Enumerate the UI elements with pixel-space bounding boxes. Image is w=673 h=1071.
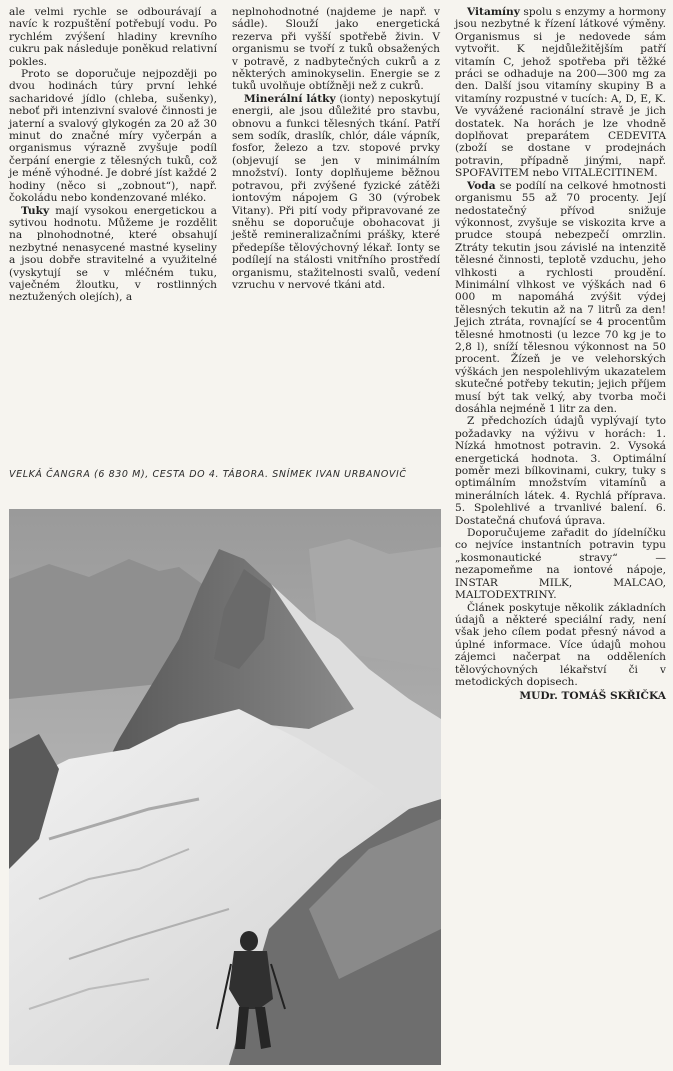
paragraph: Článek poskytuje několik základních údajů a některé speciální rady, není však jeho cílem podat přesný návod a úplné informace. Více údajů mohou zájemci načerpat na odděleních tělovýchovných lékařství či v metodických dopisech.: [455, 601, 666, 688]
term-minerals: Minerální látky: [244, 92, 336, 105]
paragraph-text: (ionty) neposkytují energii, ale jsou důležité pro stavbu, obnovu a funkci tělesných tkání. Patří sem sodík, draslík, chlór, dále vápník, fosfor, železo a tzv. stopové prvky (objevují se jen v minimálním množství). Ionty doplňujeme běžnou potravou, při zvýšené fyzické zátěži iontovým nápojem G 30 (výrobek Vitany). Při pití vody připravované ze sněhu se doporučuje obohacovat ji ještě remineralizačními prášky, které předepíše tělovýchovný lékař. Ionty se podílejí na stálosti vnitřního prostředí organismu, stažitelnosti svalů, vedení vzruchu v nervové tkáni atd.: [232, 92, 440, 291]
paragraph-text: se podílí na celkové hmotnosti organismu 55 až 70 procenty. Její nedostatečný přívod snižuje výkonnost, zvyšuje se viskozita krve a prudce stoupá nebezpečí omrzlin. Ztráty tekutin jsou závislé na intenzitě tělesné činnosti, teplotě vzduchu, jeho vlhkosti a rychlosti proudění. Minimální vlhkost ve výškách nad 6 000 m napomáhá zvýšit výdej tělesných tekutin až na 7 litrů za den! Jejich ztráta, rovnající se 4 procentům tělesné hmotnosti (u lezce 70 kg je to 2,8 l), sníží tělesnou výkonnost na 50 procent. Žízeň je ve velehorských výškách jen nespolehlivým ukazatelem skutečné potřeby tekutin; jejich příjem musí být tak velký, aby tvorba moči dosáhla nejméně 1 litr za den.: [455, 179, 666, 415]
term-fats: Tuky: [21, 204, 50, 217]
paragraph: Proto se doporučuje nejpozději po dvou hodinách túry první lehké sacharidové jídlo (chleba, sušenky), neboť při intenzivní svalové činnosti je jaterní a svalový glykogén za 20 až 30 minut do značné míry vyčerpán a organismus výrazně zvyšuje podíl čerpání energie z tělesných tuků, což je méně výhodné. Je dobré jíst každé 2 hodiny (něco si „zobnout“), např. čokoládu nebo kondenzované mléko.: [9, 68, 217, 205]
author-signature: MUDr. TOMÁŠ SKŘIČKA: [519, 690, 666, 703]
paragraph: [232, 93, 440, 292]
mountain-photo: [9, 509, 441, 1065]
column-3: [455, 6, 666, 703]
paragraph: Doporučujeme zařadit do jídelníčku co nejvíce instantních potravin typu „kosmonautické stravy“ — nezapomeňme na iontové nápoje, INSTAR MILK, MALCAO, MALTODEXTRINY.: [455, 527, 666, 602]
paragraph: ale velmi rychle se odbourávají a navíc k rozpuštění potřebují vodu. Po rychlém zvýšení hladiny krevního cukru pak následuje poněkud relativní pokles.: [9, 6, 217, 68]
photo-caption: VELKÁ ČANGRA (6 830 M), CESTA DO 4. TÁBORA. SNÍMEK IVAN URBANOVIČ: [9, 469, 407, 480]
paragraph: [9, 205, 217, 304]
paragraph: [455, 180, 666, 416]
term-vitamins: Vitamíny: [467, 6, 520, 18]
paragraph-text: spolu s enzymy a hormony jsou nezbytné k řízení látkové výměny. Organismus si je nedovede sám vytvořit. K nejdůležitějším patří vitamín C, jehož spotřeba při těžké práci se odhaduje na 200—300 mg za den. Další jsou vitamíny skupiny B a vitamíny rozpustné v tucích: A, D, E, K. Ve vyvážené racionální stravě je jich dostatek. Na horách je lze vhodně doplňovat preparátem CEDEVITA (zboží se dostane v prodejnách potravin, případně jinými, např. SPOFAVITEM nebo VITALECITINEM.: [455, 6, 666, 180]
column-2: [232, 6, 440, 291]
column-1: [9, 6, 217, 304]
mountain-photo-illustration: [9, 509, 441, 1065]
paragraph-text: mají vysokou energetickou a sytivou hodnotu. Můžeme je rozdělit na plnohodnotné, které obsahují nezbytné nenasycené mastné kyseliny a jsou dobře stravitelné a využitelné (vyskytují se v mléčném tuku, vaječném žloutku, v rostlinných neztužených olejích), a: [9, 204, 217, 304]
paragraph: Z předchozích údajů vyplývají tyto požadavky na výživu v horách: 1. Nízká hmotnost potravin. 2. Vysoká energetická hodnota. 3. Optimální poměr mezi bílkovinami, cukry, tuky s optimálním množstvím vitamínů a minerálních látek. 4. Rychlá příprava. 5. Spolehlivé a trvanlivé balení. 6. Dostatečná chuťová úprava.: [455, 415, 666, 527]
paragraph: neplnohodnotné (najdeme je např. v sádle). Slouží jako energetická rezerva při vyšší spotřebě živin. V organismu se tvoří z tuků obsažených v potravě, z nadbytečných cukrů a z některých aminokyselin. Energie se z tuků uvolňuje obtížněji než z cukrů.: [232, 6, 440, 93]
paragraph: [455, 6, 666, 180]
term-water: Voda: [467, 179, 496, 192]
